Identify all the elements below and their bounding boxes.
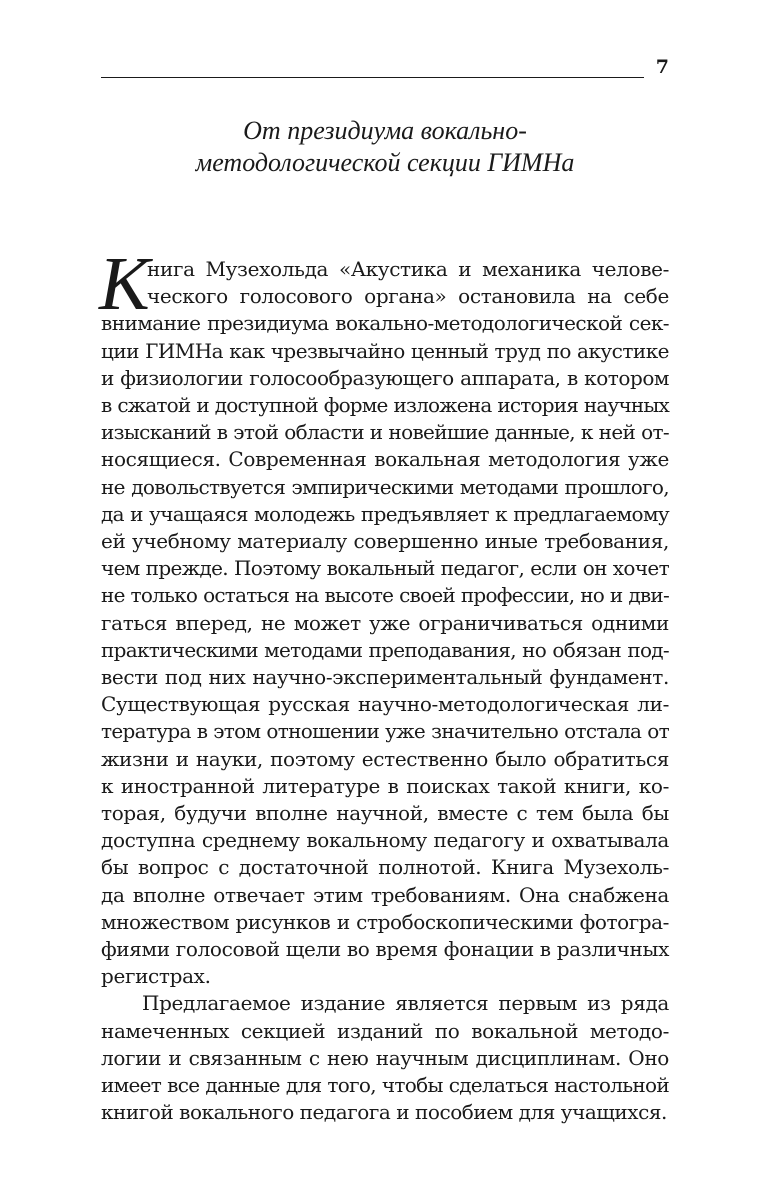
text-line: Предлагаемое издание является первым из ряда bbox=[142, 991, 669, 1016]
text-line: ей учебному материалу совершенно иные требования, bbox=[101, 529, 669, 554]
text-line: доступна среднему вокальному педагогу и охватывала bbox=[101, 828, 669, 853]
section-heading bbox=[101, 115, 669, 179]
text-line: фиями голосовой щели во время фонации в различных bbox=[101, 937, 669, 962]
header-rule bbox=[101, 77, 644, 78]
text-line: логии и связанным с нею научным дисциплинам. Оно bbox=[101, 1045, 669, 1070]
text-line: множеством рисунков и стробоскопическими фотогра- bbox=[101, 909, 669, 934]
body-text bbox=[99, 242, 669, 1127]
text-line: внимание президиума вокально-методологической сек- bbox=[101, 311, 669, 336]
paragraph-1 bbox=[99, 242, 669, 990]
heading-line: От президиума вокально- bbox=[243, 116, 527, 145]
text-line: ции ГИМНа как чрезвычайно ценный труд по акустике bbox=[101, 338, 669, 363]
text-line: торая, будучи вполне научной, вместе с тем была бы bbox=[101, 801, 669, 826]
text-line: книгой вокального педагога и пособием для учащихся. bbox=[101, 1100, 667, 1125]
text-line: регистрах. bbox=[101, 964, 211, 989]
text-line: бы вопрос с достаточной полнотой. Книга Музехоль- bbox=[101, 855, 669, 880]
text-line: нига Музехольда «Акустика и механика челове- bbox=[147, 257, 669, 281]
text-line: к иностранной литературе в поисках такой книги, ко- bbox=[101, 773, 669, 798]
text-line: и физиологии голосообразующего аппарата, в котором bbox=[101, 365, 669, 390]
text-line: не только остаться на высоте своей профессии, но и дви- bbox=[101, 583, 669, 608]
text-line: имеет все данные для того, чтобы сделаться настольной bbox=[101, 1073, 669, 1098]
drop-cap: К bbox=[99, 242, 150, 326]
page-number: 7 bbox=[655, 56, 669, 78]
paragraph-2 bbox=[101, 990, 669, 1126]
text-line: да вполне отвечает этим требованиям. Она снабжена bbox=[101, 882, 669, 907]
text-line: в сжатой и доступной форме изложена история научных bbox=[101, 393, 669, 418]
text-line: тература в этом отношении уже значительно отстала от bbox=[101, 719, 669, 744]
text-line: гаться вперед, не может уже ограничиваться одними bbox=[101, 610, 669, 635]
running-header bbox=[101, 56, 669, 80]
text-line: намеченных секцией изданий по вокальной методо- bbox=[101, 1018, 669, 1043]
heading-line: методологической секции ГИМНа bbox=[195, 148, 575, 177]
text-line: жизни и науки, поэтому естественно было обратиться bbox=[101, 746, 669, 771]
text-line: ческого голосового органа» остановила на себе bbox=[147, 284, 669, 309]
text-line: не довольствуется эмпирическими методами прошлого, bbox=[101, 474, 669, 499]
text-line: практическими методами преподавания, но обязан под- bbox=[101, 637, 669, 662]
text-line: носящиеся. Современная вокальная методология уже bbox=[101, 447, 669, 472]
text-line: вести под них научно-экспериментальный фундамент. bbox=[101, 665, 669, 690]
text-line: чем прежде. Поэтому вокальный педагог, если он хочет bbox=[101, 556, 669, 581]
text-line: изысканий в этой области и новейшие данные, к ней от- bbox=[101, 420, 669, 445]
text-line: да и учащаяся молодежь предъявляет к предлагаемому bbox=[101, 501, 669, 526]
text-line: Существующая русская научно-методологическая ли- bbox=[101, 692, 669, 717]
